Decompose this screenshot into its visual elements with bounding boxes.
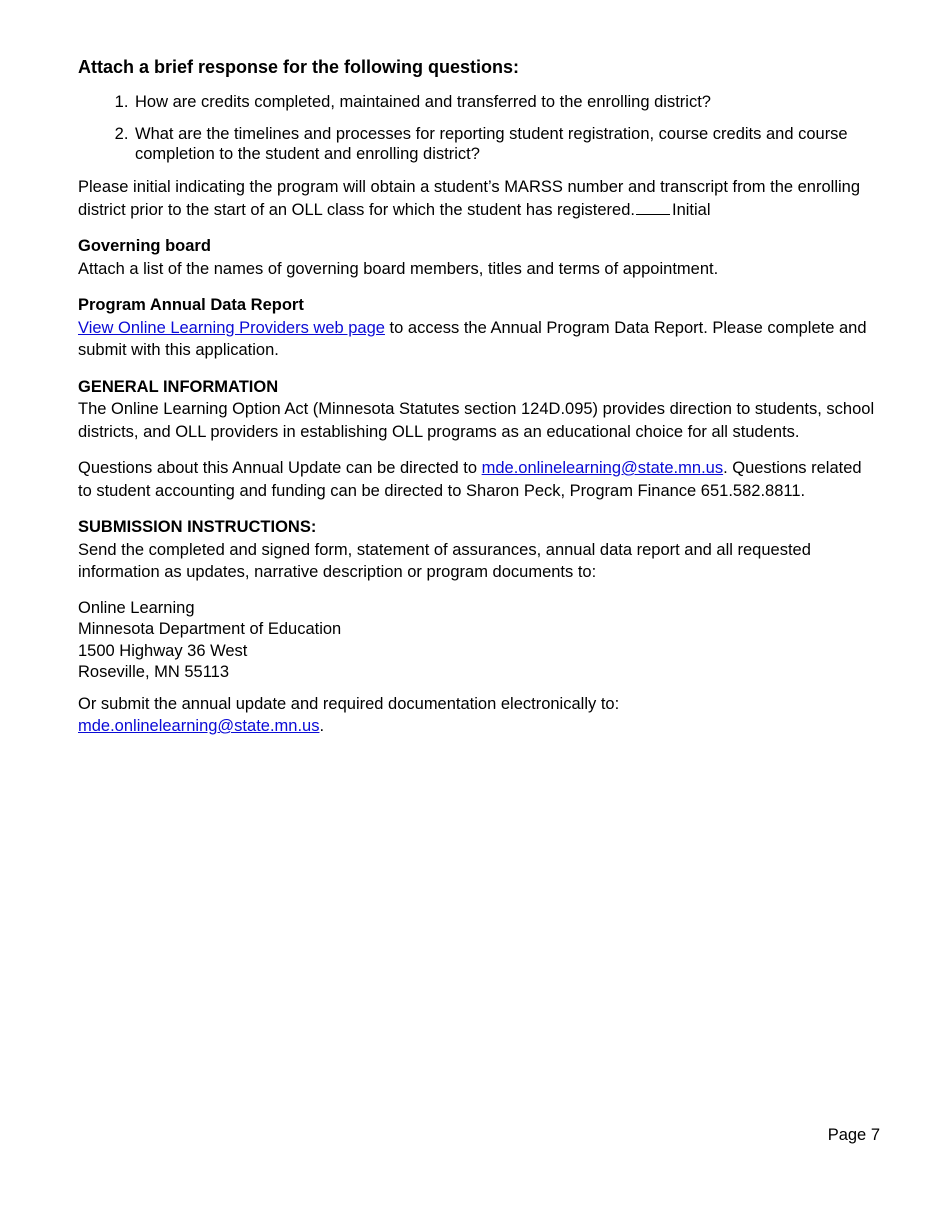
governing-board-section	[78, 235, 878, 280]
general-info-section	[78, 376, 878, 503]
submission-title: SUBMISSION INSTRUCTIONS:	[78, 518, 317, 536]
address-line: 1500 Highway 36 West	[78, 641, 248, 660]
questions-list	[78, 92, 878, 164]
initial-text: Please initial indicating the program will obtain a student’s MARSS number and transcript from the enrolling district prior to the start of an OLL class for which the student has registered.	[78, 178, 861, 219]
general-info-text: The Online Learning Option Act (Minnesota Statutes section 124D.095) provides direction to students, school districts, and OLL providers in establishing OLL programs as an educational choice for all students.	[78, 400, 875, 441]
questions-heading: Attach a brief response for the following questions:	[78, 57, 520, 77]
question-item: 1. How are credits completed, maintained and transferred to the enrolling district?	[133, 92, 878, 112]
questions-contact-text	[78, 457, 878, 502]
questions-prefix: Questions about this Annual Update can be directed to	[78, 459, 482, 477]
email-period: .	[319, 717, 325, 735]
online-learning-providers-link[interactable]: View Online Learning Providers web page	[78, 318, 385, 337]
electronic-email-line	[78, 715, 878, 738]
annual-report-title: Program Annual Data Report	[78, 296, 304, 314]
address-line: Minnesota Department of Education	[78, 620, 342, 638]
address-line: Online Learning	[78, 598, 195, 617]
initial-label: Initial	[672, 200, 711, 219]
document-page	[78, 56, 878, 752]
annual-report-body: to access the Annual Program Data Report. Please complete and submit with this application.	[78, 318, 867, 359]
annual-report-section	[78, 294, 878, 362]
initial-paragraph	[78, 176, 878, 221]
initial-blank-field[interactable]	[636, 200, 670, 215]
governing-board-text: Attach a list of the names of governing board members, titles and terms of appointment.	[78, 259, 719, 278]
governing-board-title: Governing board	[78, 237, 211, 255]
electronic-submission-text: Or submit the annual update and required documentation electronically to:	[78, 694, 620, 713]
question-item: 2. What are the timelines and processes for reporting student registration, course credits and course completion to the student and enrolling district?	[133, 124, 878, 164]
annual-report-text	[78, 317, 878, 362]
general-info-title: GENERAL INFORMATION	[78, 377, 279, 396]
submission-text: Send the completed and signed form, statement of assurances, annual data report and all requested information as updates, narrative description or program documents to:	[78, 540, 811, 581]
submission-email-link[interactable]: mde.onlinelearning@state.mn.us	[78, 717, 320, 735]
questions-suffix: . Questions related to student accounting and funding can be directed to Sharon Peck, Program Finance 651.582.8811.	[78, 459, 862, 500]
contact-email-link[interactable]: mde.onlinelearning@state.mn.us	[481, 459, 724, 477]
address-line: Roseville, MN 55113	[78, 663, 230, 681]
mailing-address	[78, 598, 878, 684]
submission-section	[78, 516, 878, 738]
page-number: Page 7	[827, 1126, 880, 1144]
